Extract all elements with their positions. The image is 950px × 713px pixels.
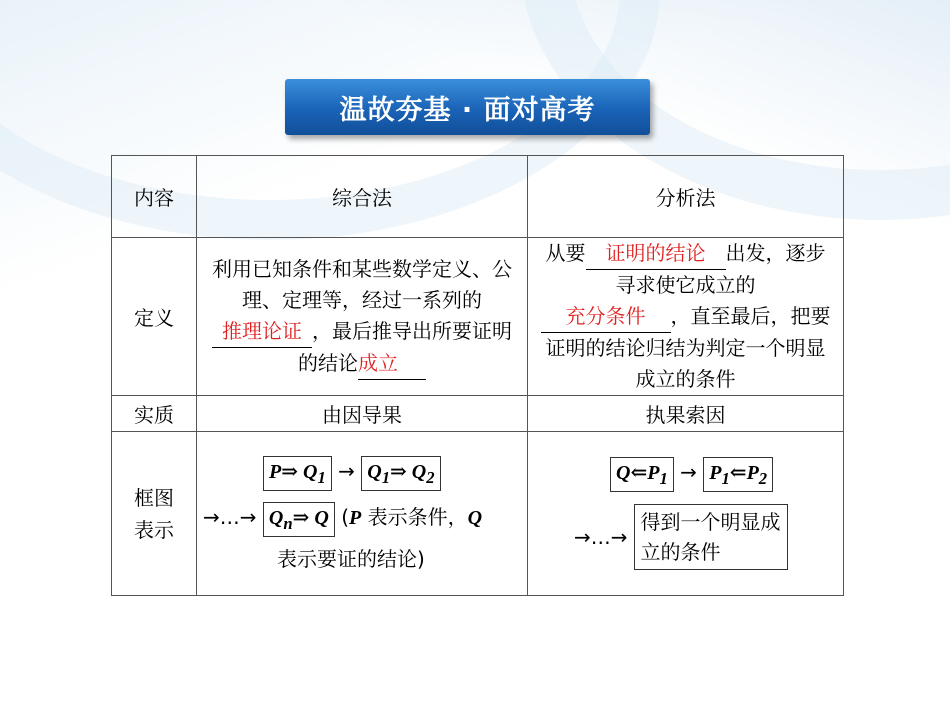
blank-reasoning: 推理论证 [212,316,312,348]
synthetic-flow-line2 [203,501,521,537]
note-text: 表示条件， [361,504,468,529]
definition-synthetic [197,238,528,396]
comparison-table [111,155,844,596]
label-flowchart [112,432,197,596]
var-P: P [709,462,722,484]
synthetic-flow-line1 [263,456,521,491]
implied-by-symbol: ⇐ [630,462,648,484]
arrow-icon: → [203,504,220,529]
synthetic-box-1 [263,456,332,491]
table-header-row [112,156,844,238]
section-banner [285,79,650,135]
implies-symbol: ⇒ [281,460,298,483]
sub-1: 1 [659,469,668,488]
row-flowchart [112,432,844,596]
analytic-flow-line2 [574,504,837,570]
essence-synthetic: 由因导果 [197,396,528,432]
arrow-icon: → [680,460,697,484]
row-definition [112,238,844,396]
definition-analytic [528,238,844,396]
banner-title: 温故夯基 · 面对高考 [339,94,596,126]
var-Q: Q [367,460,382,483]
synthetic-box-2 [361,456,440,491]
var-Q: Q [616,462,631,484]
note-var-Q: Q [467,506,483,529]
arrow-icon: → [610,525,628,549]
blank-holds: 成立 [358,348,426,380]
analytic-box-2 [703,457,773,492]
header-synthetic: 综合法 [197,156,528,238]
implied-by-symbol: ⇐ [729,462,747,484]
header-content: 内容 [112,156,197,238]
sub-n: n [283,513,293,533]
label-essence: 实质 [112,396,197,432]
var-Q: Q [314,506,329,529]
var-Q: Q [268,506,284,529]
arrow-icon: → [239,504,257,529]
var-Q: Q [302,460,318,483]
flowchart-analytic [528,432,844,596]
definition-analytic-text3: ，直至最后，把要证明的结论归结为判定一个明显成立的条件 [545,304,831,391]
flowchart-synthetic [197,432,528,596]
sub-1: 1 [381,467,391,487]
essence-analytic: 执果索因 [528,396,844,432]
synthetic-flow-note: 表示要证的结论) [277,546,425,571]
sub-1: 1 [317,467,326,487]
note-open: ( [341,504,349,529]
analytic-box-1 [610,457,674,492]
analytic-flow-line1 [610,457,837,492]
var-P: P [746,462,759,484]
label-flowchart-line2: 表示 [134,517,174,542]
var-P: P [647,462,660,484]
ellipsis-icon: … [219,504,240,529]
sub-1: 1 [721,469,730,488]
ellipsis-icon: … [590,525,611,549]
implies-symbol: ⇒ [292,506,310,529]
definition-analytic-text2: 出发，逐步寻求使它成立的 [615,241,826,297]
sub-2: 2 [426,467,435,487]
blank-sufficient-condition: 充分条件 [541,301,671,333]
sub-2: 2 [758,469,768,488]
arrow-icon: → [574,525,591,549]
var-Q: Q [411,460,427,483]
var-P: P [269,460,282,483]
header-analytic: 分析法 [528,156,844,238]
label-definition: 定义 [112,238,197,396]
label-flowchart-line1: 框图 [134,485,174,510]
definition-synthetic-text1: 利用已知条件和某些数学定义、公理、定理等，经过一系列的 [212,256,512,312]
note-var-P: P [349,506,362,529]
blank-conclusion: 证明的结论 [586,238,726,270]
synthetic-box-3 [263,502,335,537]
arrow-icon: → [338,458,355,483]
row-essence [112,396,844,432]
implies-symbol: ⇒ [390,460,407,483]
definition-analytic-text1: 从要 [545,241,586,265]
definition-synthetic-text2: ，最后推导出所要证明的结论 [298,318,512,375]
analytic-box-3: 得到一个明显成立的条件 [634,504,788,570]
